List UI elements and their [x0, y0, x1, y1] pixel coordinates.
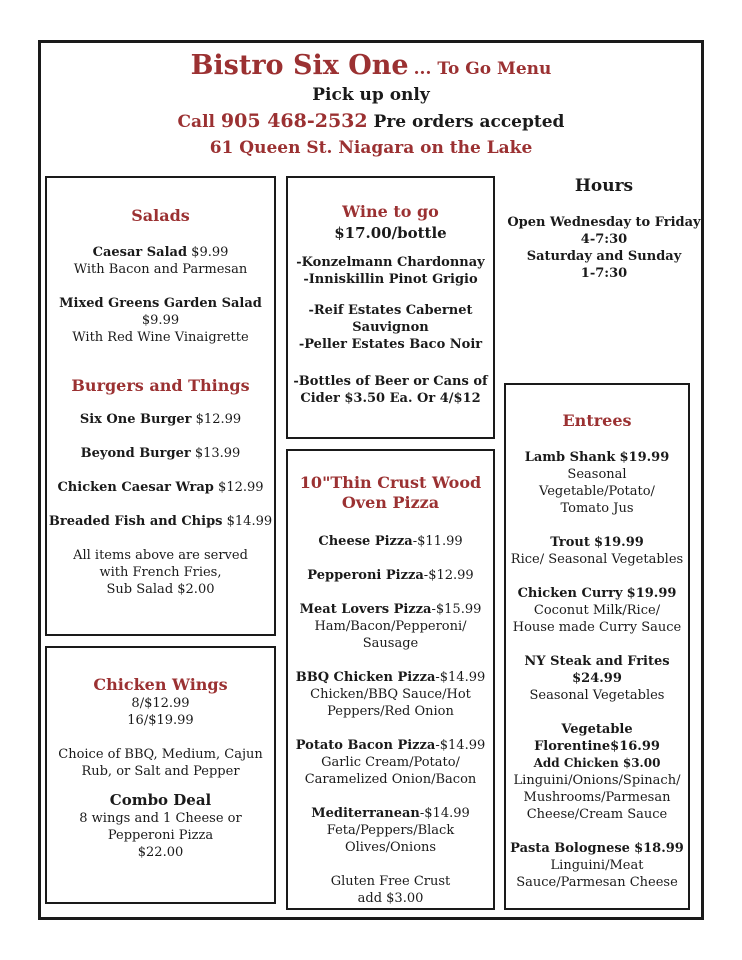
entree-desc: Seasonal: [567, 467, 627, 482]
hours-line: Open Wednesday to Friday: [507, 215, 701, 230]
entree-desc: Cheese/Cream Sauce: [526, 807, 668, 822]
pizza-item: [288, 805, 493, 856]
hours-line: 4-7:30: [580, 232, 628, 247]
hours-line: 1-7:30: [580, 266, 628, 281]
burger-price: $13.99: [194, 446, 241, 461]
menu-tagline: ... To Go Menu: [413, 59, 552, 79]
entree-addon: Add Chicken $3.00: [533, 756, 661, 770]
wine-item: -Inniskillin Pinot Grigio: [303, 272, 478, 287]
pizza-desc: Ham/Bacon/Pepperoni/: [314, 619, 467, 634]
salad-price: $9.99: [191, 245, 229, 260]
pizza-desc: Garlic Cream/Potato/: [321, 755, 460, 770]
entree-desc: House made Curry Sauce: [512, 620, 682, 635]
burgers-title: Burgers and Things: [71, 376, 250, 395]
wine-price: $17.00/bottle: [334, 224, 447, 242]
pizza-box: [286, 449, 495, 910]
gluten-free-note: Gluten Free Crust add $3.00: [330, 874, 451, 906]
entree-desc: Sauce/Parmesan Cheese: [516, 875, 678, 890]
address: 61 Queen St. Niagara on the Lake: [209, 138, 533, 158]
salad-price: $9.99: [141, 313, 180, 328]
combo-title: Combo Deal: [109, 791, 212, 809]
entree-name: Trout: [550, 535, 590, 550]
combo-price: $22.00: [137, 845, 184, 860]
call-label: Call: [177, 112, 215, 132]
burger-name: Six One Burger: [79, 412, 192, 427]
pizza-price: -$11.99: [412, 534, 463, 549]
wine-title: Wine to go: [342, 202, 439, 221]
wings-box: [45, 646, 276, 904]
entrees-title: Entrees: [562, 411, 632, 430]
salad-item: [47, 295, 274, 346]
hours-title: Hours: [574, 176, 634, 196]
entree-item: [506, 653, 688, 704]
wings-choice: Choice of BBQ, Medium, Cajun Rub, or Salt and Pepper: [58, 747, 263, 779]
wine-item: -Peller Estates Baco Noir: [298, 337, 483, 352]
pizza-desc: Peppers/Red Onion: [327, 704, 454, 719]
burger-price: $12.99: [195, 412, 242, 427]
entree-name: Pasta Bolognese: [510, 841, 630, 856]
entree-price: $19.99: [594, 535, 644, 550]
pizza-price: -$14.99: [419, 806, 470, 821]
pizza-desc: Sausage: [362, 636, 419, 651]
entree-desc: Vegetable/Potato/: [539, 484, 655, 499]
entree-name: Chicken Curry: [517, 586, 623, 601]
wine-list-a: [288, 254, 493, 288]
beer-item: Cider $3.50 Ea. Or 4/$12: [300, 391, 481, 406]
salad-item: [47, 244, 274, 278]
salad-desc: With Bacon and Parmesan: [73, 262, 248, 277]
combo-line: 8 wings and 1 Cheese or: [79, 811, 242, 826]
pizza-desc: Chicken/BBQ Sauce/Hot: [310, 687, 471, 702]
wine-list-b: [288, 302, 493, 353]
entrees-box: [504, 383, 690, 910]
entree-desc: Tomato Jus: [560, 501, 634, 516]
entree-name: Lamb Shank: [524, 450, 616, 465]
pizza-title: 10"Thin Crust Wood Oven Pizza: [299, 473, 482, 512]
entree-item: [506, 840, 688, 891]
hours-section: [504, 176, 704, 282]
restaurant-name: Bistro Six One: [190, 50, 409, 81]
pizza-price: -$14.99: [435, 738, 486, 753]
entree-desc: Mushrooms/Parmesan: [523, 790, 671, 805]
entree-desc: Linguini/Onions/Spinach/: [513, 773, 681, 788]
wine-box: [286, 176, 495, 439]
salads-title: Salads: [131, 206, 190, 225]
salad-name: Caesar Salad: [92, 245, 188, 260]
wine-item: Sauvignon: [352, 320, 429, 335]
entree-item: [506, 449, 688, 517]
pizza-desc: Caramelized Onion/Bacon: [304, 772, 477, 787]
salad-desc: With Red Wine Vinaigrette: [72, 330, 249, 345]
wings-price: 16/$19.99: [127, 713, 194, 728]
pizza-desc: Olives/Onions: [344, 840, 437, 855]
pizza-item: [288, 669, 493, 720]
pickup-note: Pick up only: [312, 85, 430, 105]
entree-item: [506, 534, 688, 568]
pizza-desc: Feta/Peppers/Black: [326, 823, 455, 838]
entree-desc: Rice/ Seasonal Vegetables: [510, 552, 684, 567]
entree-desc: Coconut Milk/Rice/: [533, 603, 661, 618]
burger-name: Chicken Caesar Wrap: [57, 480, 214, 495]
burger-price: $12.99: [218, 480, 264, 495]
wine-list-c: [288, 373, 493, 407]
entree-desc: Linguini/Meat: [550, 858, 644, 873]
pizza-item: [288, 601, 493, 652]
pizza-item: [288, 737, 493, 788]
pizza-price: -$14.99: [435, 670, 486, 685]
pizza-price: -$15.99: [431, 602, 482, 617]
burger-name: Breaded Fish and Chips: [48, 514, 223, 529]
salad-name: Mixed Greens Garden Salad: [59, 296, 262, 311]
entree-price: $18.99: [634, 841, 684, 856]
wings-price: 8/$12.99: [131, 696, 190, 711]
entree-item: [506, 721, 688, 823]
call-line: [40, 108, 702, 135]
pizza-name: BBQ Chicken Pizza: [295, 670, 436, 685]
salads-burgers-box: [45, 176, 276, 636]
entree-name: NY Steak and Frites: [524, 654, 670, 669]
entree-name: Florentine$16.99: [534, 739, 660, 754]
pizza-name: Meat Lovers Pizza: [299, 602, 432, 617]
burger-name: Beyond Burger: [80, 446, 191, 461]
entree-name: Vegetable: [561, 722, 633, 737]
pizza-item: [288, 533, 493, 550]
entree-price: $24.99: [572, 671, 622, 686]
preorders-note: Pre orders accepted: [373, 112, 565, 132]
pizza-price: -$12.99: [423, 568, 474, 583]
menu-header: [40, 50, 702, 161]
entree-desc: Seasonal Vegetables: [529, 688, 665, 703]
pizza-name: Mediterranean: [311, 806, 420, 821]
entree-price: $19.99: [626, 586, 677, 601]
pizza-name: Pepperoni Pizza: [307, 568, 424, 583]
entree-item: [506, 585, 688, 636]
pizza-name: Cheese Pizza: [318, 534, 413, 549]
entree-price: $19.99: [619, 450, 670, 465]
burgers-note: All items above are served with French Fries, Sub Salad $2.00: [73, 548, 248, 597]
burger-price: $14.99: [226, 514, 273, 529]
wings-title: Chicken Wings: [93, 675, 228, 694]
wine-item: -Konzelmann Chardonnay: [296, 255, 485, 270]
pizza-name: Potato Bacon Pizza: [295, 738, 436, 753]
hours-line: Saturday and Sunday: [526, 249, 682, 264]
wine-item: -Reif Estates Cabernet: [308, 303, 473, 318]
phone-number[interactable]: 905 468-2532: [220, 110, 368, 132]
combo-line: Pepperoni Pizza: [107, 828, 214, 843]
beer-item: -Bottles of Beer or Cans of: [293, 374, 488, 389]
restaurant-title: [40, 50, 702, 82]
pizza-item: [288, 567, 493, 584]
